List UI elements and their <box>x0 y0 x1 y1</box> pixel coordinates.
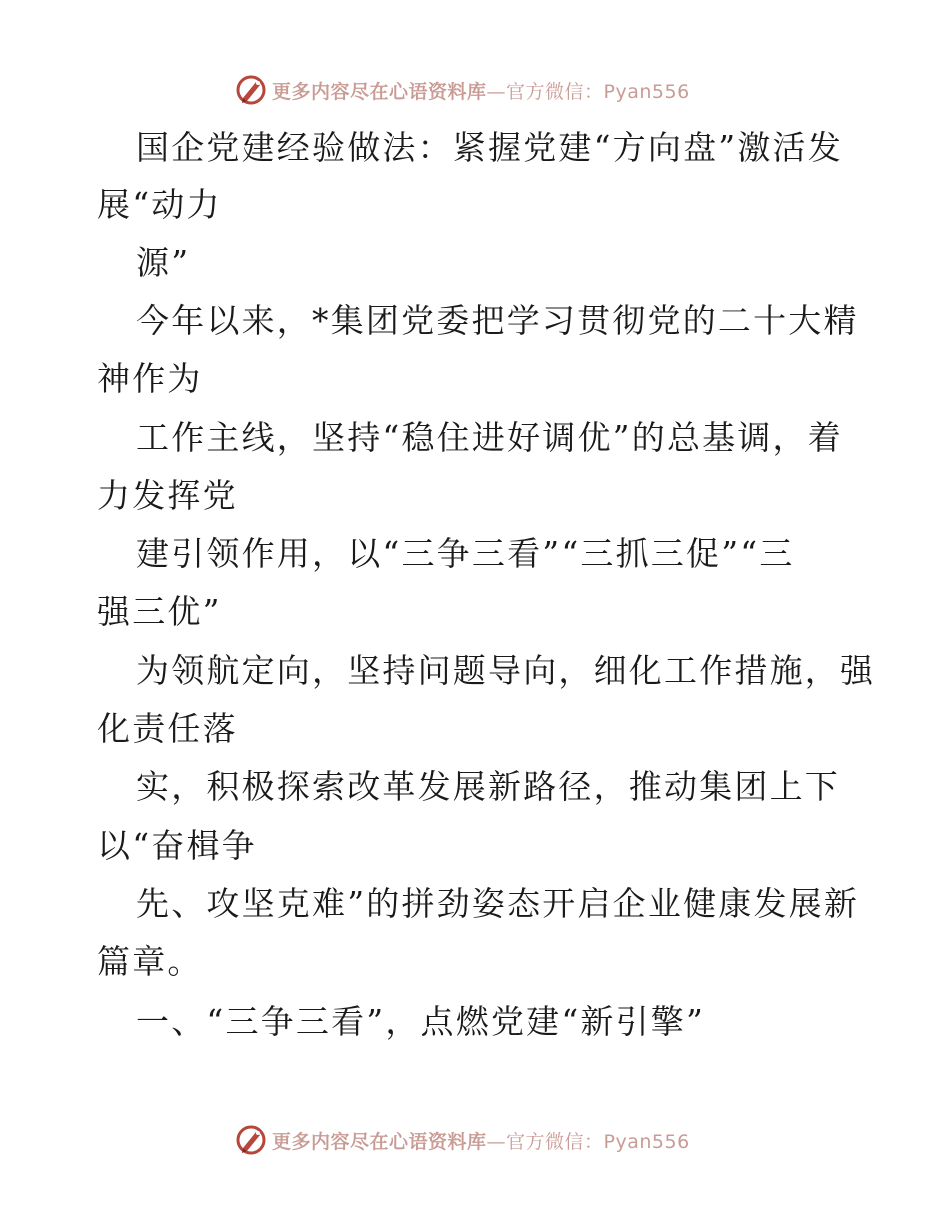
pen-logo-icon <box>234 73 268 107</box>
watermark-text <box>272 77 690 104</box>
text-line: 为领航定向，坚持问题导向，细化工作措施，强 <box>136 651 876 690</box>
watermark-sub: —官方微信： <box>486 1130 604 1153</box>
text-line: 神作为 <box>97 359 203 398</box>
text-line: 建引领作用，以“三争三看”“三抓三促”“三 <box>136 534 795 573</box>
text-line: 力发挥党 <box>97 476 238 515</box>
section-heading: 一、“三争三看”，点燃党建“新引擎” <box>136 1002 706 1041</box>
text-line: 强三优” <box>97 592 222 631</box>
text-line: 实，积极探索改革发展新路径，推动集团上下 <box>136 767 840 806</box>
pen-logo-icon <box>234 1123 268 1157</box>
watermark-id: Pyan556 <box>603 80 690 103</box>
text-line: 以“奋楫争 <box>97 826 257 865</box>
watermark-main: 更多内容尽在心语资料库 <box>272 80 487 103</box>
watermark-text <box>272 1127 690 1154</box>
watermark-header <box>234 72 754 108</box>
watermark-sub: —官方微信： <box>486 80 604 103</box>
text-line: 先、攻坚克难”的拼劲姿态开启企业健康发展新 <box>136 884 860 923</box>
text-line: 国企党建经验做法：紧握党建“方向盘”激活发 <box>136 128 843 167</box>
watermark-id: Pyan556 <box>603 1130 690 1153</box>
text-line: 篇章。 <box>97 942 203 981</box>
watermark-footer <box>234 1122 754 1158</box>
text-line: 工作主线，坚持“稳住进好调优”的总基调，着 <box>136 418 843 457</box>
text-line: 展“动力 <box>97 185 222 224</box>
text-line: 今年以来，*集团党委把学习贯彻党的二十大精 <box>136 301 859 340</box>
text-line: 源” <box>136 243 191 282</box>
watermark-main: 更多内容尽在心语资料库 <box>272 1130 487 1153</box>
text-line: 化责任落 <box>97 709 238 748</box>
